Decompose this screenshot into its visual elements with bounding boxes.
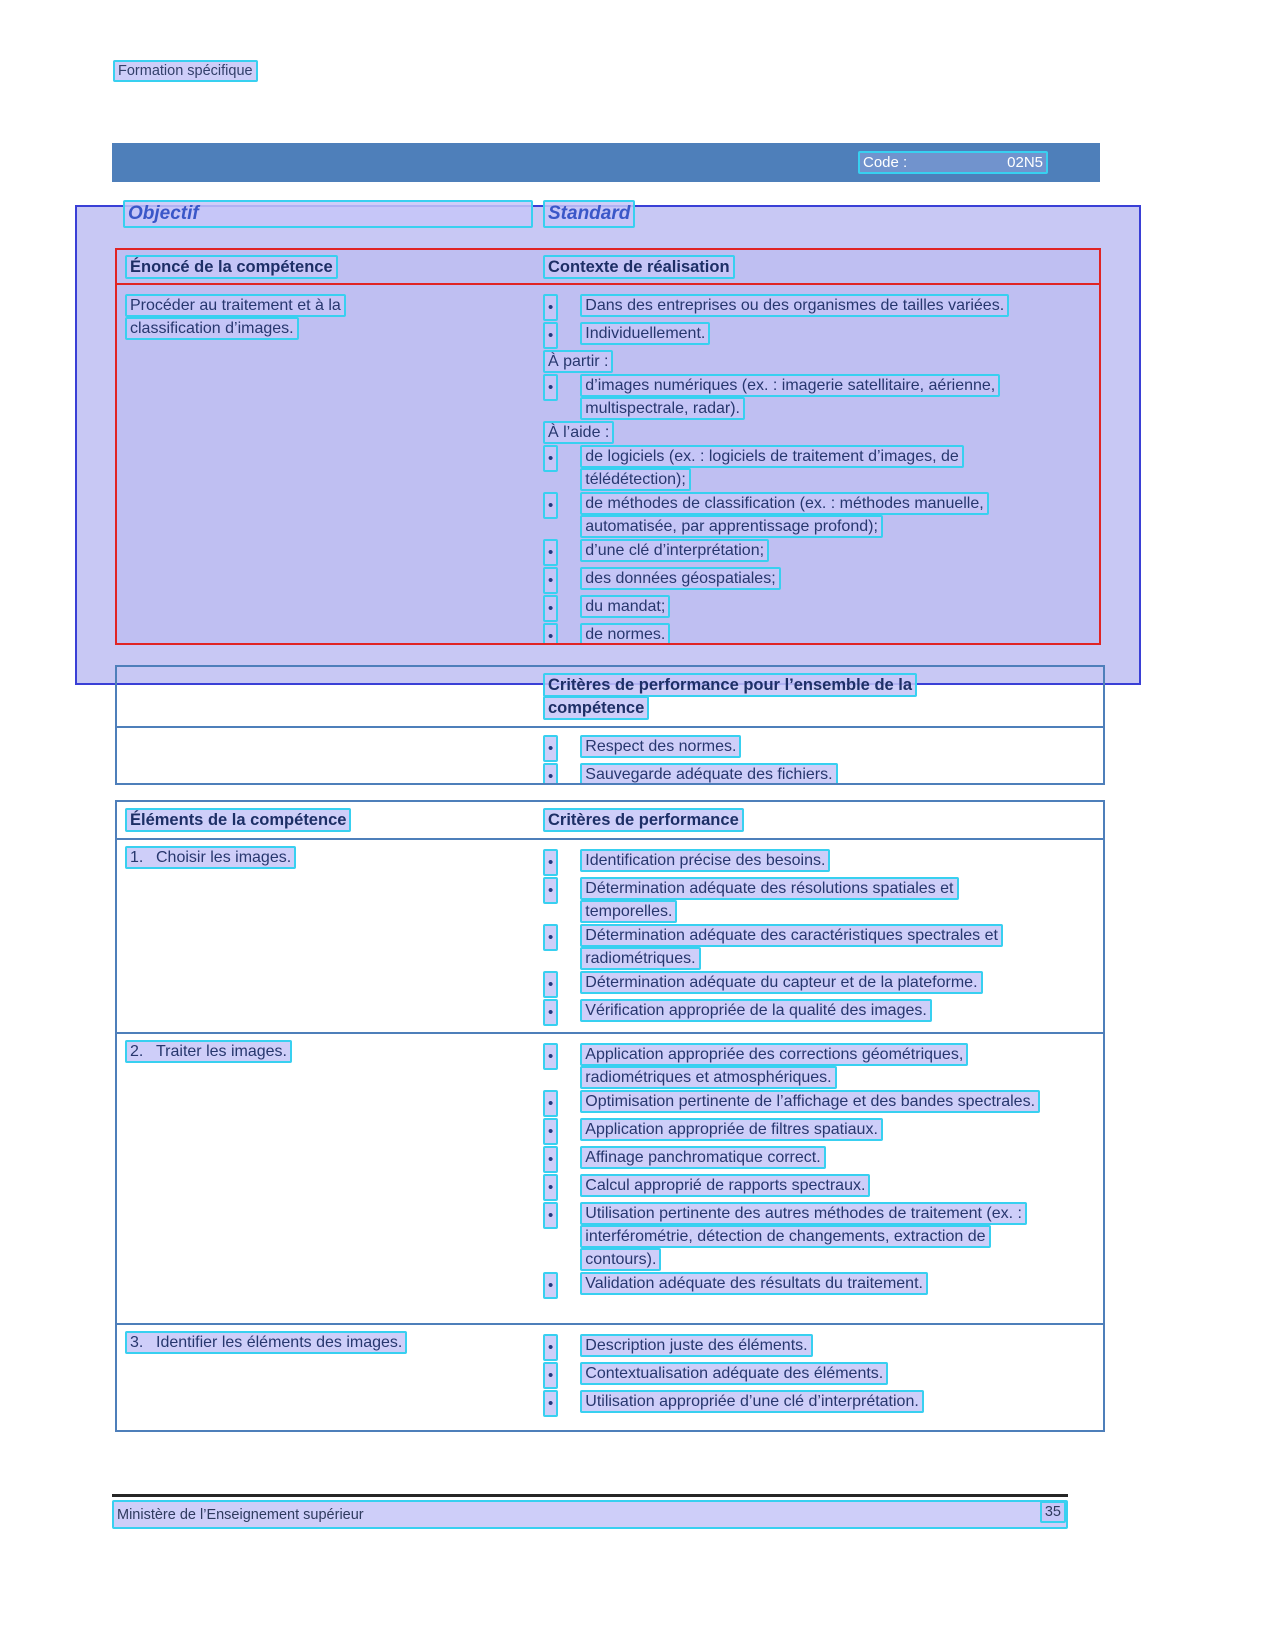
context-item-text: d’images numériques (ex. : imagerie satellitaire, aérienne, multispectrale, radar). (580, 374, 1000, 420)
criteria-overall-table (115, 665, 1105, 785)
context-item-text: de normes. (580, 623, 670, 645)
criteria-item-text: Application appropriée des corrections géométriques, radiométriques et atmosphériques. (580, 1043, 968, 1089)
context-item-text: de logiciels (ex. : logiciels de traitement d’images, de télédétection); (580, 445, 964, 491)
bullet-icon: • (543, 1334, 558, 1361)
section-headings (115, 200, 1101, 230)
criteria-item-text: Détermination adéquate du capteur et de la plateforme. (580, 971, 982, 994)
criteria-item-text: Détermination adéquate des caractéristiques spectrales et radiométriques. (580, 924, 1003, 970)
criteria-item (543, 877, 1103, 923)
criteria-item (543, 1043, 1103, 1089)
criteria-list (543, 1043, 1103, 1323)
code-box (858, 151, 1048, 174)
criteria-item (543, 1174, 1103, 1201)
element-number: 3. (130, 1334, 144, 1351)
element-label (125, 1043, 543, 1323)
context-list (543, 294, 1099, 645)
empty-cell (125, 735, 543, 785)
code-label: Code : (863, 154, 908, 171)
criteria-item-text: Détermination adéquate des résolutions spatiales et temporelles. (580, 877, 958, 923)
bullet-icon: • (543, 374, 558, 401)
criteria-list (543, 1334, 1103, 1427)
competence-table-body (117, 285, 1099, 645)
element-label-text: Identifier les éléments des images. (156, 1334, 403, 1351)
criteria-item (543, 735, 1103, 762)
page-number: 35 (1040, 1501, 1066, 1523)
criteria-item (543, 971, 1103, 998)
criteria-item (543, 1090, 1103, 1117)
ministry-label: Ministère de l’Enseignement supérieur (117, 1506, 364, 1523)
context-item (543, 445, 1099, 491)
criteria-item (543, 924, 1103, 970)
bullet-icon: • (543, 322, 558, 349)
criteria-item-text: Vérification appropriée de la qualité des images. (580, 999, 932, 1022)
criteria-item (543, 1390, 1103, 1417)
elements-table-header (117, 802, 1103, 840)
bullet-icon: • (543, 849, 558, 876)
bullet-icon: • (543, 1118, 558, 1145)
element-label (125, 849, 543, 1032)
bullet-icon: • (543, 539, 558, 566)
criteria-item-text: Description juste des éléments. (580, 1334, 812, 1357)
context-subheading (543, 421, 1099, 444)
standard-heading: Standard (543, 200, 635, 228)
bullet-icon: • (543, 595, 558, 622)
context-item-text: Dans des entreprises ou des organismes de tailles variées. (580, 294, 1009, 317)
bullet-icon: • (543, 877, 558, 904)
criteria-item-text: Utilisation appropriée d’une clé d’interprétation. (580, 1390, 924, 1413)
competence-table-header (117, 250, 1099, 285)
bullet-icon: • (543, 1202, 558, 1229)
bullet-icon: • (543, 763, 558, 785)
context-item (543, 623, 1099, 645)
criteria-item (543, 849, 1103, 876)
element-row (117, 1034, 1103, 1325)
element-label-text: Choisir les images. (156, 849, 292, 866)
bullet-icon: • (543, 924, 558, 951)
context-item-text: À partir : (543, 350, 613, 373)
bullet-icon: • (543, 567, 558, 594)
criteria-item-text: Contextualisation adéquate des éléments. (580, 1362, 888, 1385)
empty-cell (125, 674, 543, 721)
column-header-enonce: Énoncé de la compétence (125, 258, 543, 277)
criteria-item (543, 1118, 1103, 1145)
column-header-criteres: Critères de performance (543, 811, 1103, 830)
context-item-text: des données géospatiales; (580, 567, 780, 590)
bullet-icon: • (543, 735, 558, 762)
elements-table (115, 800, 1105, 1432)
context-item (543, 294, 1099, 321)
element-row (117, 1325, 1103, 1427)
code-value: 02N5 (1007, 154, 1043, 171)
formation-label (113, 63, 258, 79)
bullet-icon: • (543, 1362, 558, 1389)
criteria-item-text: Respect des normes. (580, 735, 741, 758)
criteria-item-text: Affinage panchromatique correct. (580, 1146, 825, 1169)
bullet-icon: • (543, 1390, 558, 1417)
criteria-list (543, 849, 1103, 1032)
criteria-item-text: Utilisation pertinente des autres méthodes de traitement (ex. : interférométrie, détection de changements, extraction de contours). (580, 1202, 1027, 1271)
criteria-item (543, 1146, 1103, 1173)
bullet-icon: • (543, 1090, 558, 1117)
criteria-item-text: Identification précise des besoins. (580, 849, 830, 872)
bullet-icon: • (543, 1043, 558, 1070)
criteria-overall-header-row (117, 667, 1103, 728)
context-item (543, 595, 1099, 622)
bullet-icon: • (543, 999, 558, 1026)
element-label (125, 1334, 543, 1427)
bullet-icon: • (543, 1174, 558, 1201)
bullet-icon: • (543, 492, 558, 519)
bullet-icon: • (543, 445, 558, 472)
context-item (543, 374, 1099, 420)
criteria-item (543, 1362, 1103, 1389)
criteria-item-text: Application appropriée de filtres spatiaux. (580, 1118, 883, 1141)
criteria-item-text: Calcul approprié de rapports spectraux. (580, 1174, 870, 1197)
context-item (543, 322, 1099, 349)
bullet-icon: • (543, 1146, 558, 1173)
criteria-overall-list (543, 735, 1103, 785)
context-item-text: d’une clé d’interprétation; (580, 539, 769, 562)
context-item (543, 567, 1099, 594)
bullet-icon: • (543, 971, 558, 998)
code-bar (112, 143, 1100, 182)
criteria-overall-header: Critères de performance pour l’ensemble de la compétence (543, 674, 995, 721)
context-subheading (543, 350, 1099, 373)
element-number: 2. (130, 1043, 144, 1060)
context-item (543, 539, 1099, 566)
element-row (117, 840, 1103, 1034)
bullet-icon: • (543, 623, 558, 645)
criteria-item-text: Validation adéquate des résultats du traitement. (580, 1272, 928, 1295)
footer-strip (112, 1500, 1068, 1529)
bullet-icon: • (543, 1272, 558, 1299)
column-header-contexte: Contexte de réalisation (543, 258, 1099, 277)
criteria-item (543, 999, 1103, 1026)
formation-label-text: Formation spécifique (113, 60, 258, 82)
criteria-item (543, 1202, 1103, 1271)
criteria-item-text: Sauvegarde adéquate des fichiers. (580, 763, 837, 785)
context-item-text: de méthodes de classification (ex. : méthodes manuelle, automatisée, par apprentissage profond); (580, 492, 988, 538)
criteria-item-text: Optimisation pertinente de l’affichage et des bandes spectrales. (580, 1090, 1040, 1113)
objectif-heading: Objectif (123, 200, 533, 228)
column-header-elements: Éléments de la compétence (125, 811, 543, 830)
competence-table (115, 248, 1101, 645)
competence-statement: Procéder au traitement et à la classification d’images. (125, 294, 413, 645)
criteria-item (543, 1334, 1103, 1361)
bullet-icon: • (543, 294, 558, 321)
footer (112, 1494, 1068, 1529)
context-item-text: À l’aide : (543, 421, 614, 444)
context-item-text: du mandat; (580, 595, 670, 618)
element-label-text: Traiter les images. (156, 1043, 287, 1060)
criteria-item (543, 763, 1103, 785)
context-item-text: Individuellement. (580, 322, 710, 345)
criteria-item (543, 1272, 1103, 1299)
element-number: 1. (130, 849, 144, 866)
context-item (543, 492, 1099, 538)
criteria-overall-body (117, 728, 1103, 785)
